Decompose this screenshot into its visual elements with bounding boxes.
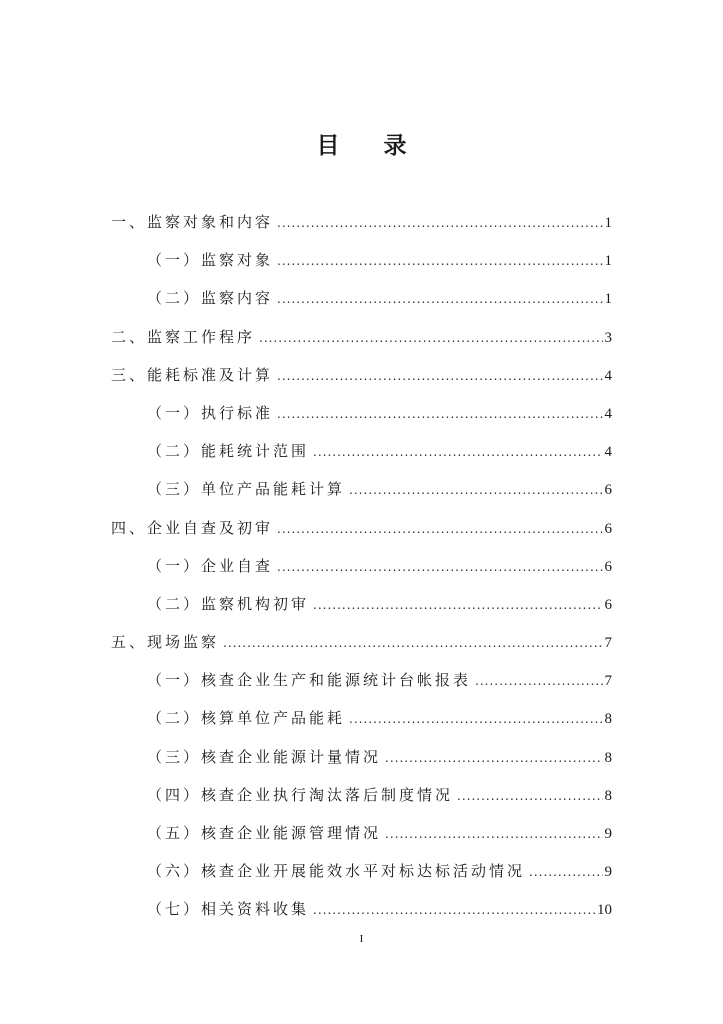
toc-entry-page: 8	[604, 749, 612, 766]
toc-entry[interactable]	[0, 432, 723, 470]
toc-leader-dots	[277, 395, 602, 433]
toc-leader-dots	[277, 280, 602, 318]
toc-entry[interactable]	[0, 699, 723, 737]
toc-entry-page: 6	[604, 596, 612, 613]
toc-entry-page: 3	[604, 329, 612, 346]
toc-entry[interactable]	[0, 890, 723, 928]
toc-entry[interactable]	[0, 852, 723, 890]
toc-leader-dots	[313, 586, 602, 624]
toc-entry[interactable]	[0, 776, 723, 814]
toc-leader-dots	[313, 891, 595, 929]
toc-entry-label: （二）能耗统计范围	[147, 442, 310, 461]
toc-entry-page: 4	[604, 405, 612, 422]
toc-entry-page: 4	[604, 444, 612, 461]
toc-entry-label: （二）监察内容	[147, 289, 274, 308]
toc-entry-page: 4	[604, 367, 612, 384]
toc-entry-label: 一、监察对象和内容	[111, 213, 274, 231]
toc-leader-dots	[277, 510, 602, 548]
page-number: I	[359, 933, 364, 945]
toc-entry-label: （七）相关资料收集	[147, 900, 310, 919]
toc-leader-dots	[277, 357, 602, 395]
toc-entry-page: 9	[604, 864, 612, 881]
toc-entry-page: 6	[604, 482, 612, 499]
toc-leader-dots	[529, 853, 602, 891]
toc-entry[interactable]	[0, 203, 723, 241]
toc-entry-label: 五、现场监察	[111, 633, 220, 652]
toc-leader-dots	[313, 433, 602, 471]
toc-entry-label: （一）执行标准	[147, 403, 274, 422]
toc-entry[interactable]	[0, 279, 723, 317]
toc-entry-page: 1	[604, 215, 612, 231]
toc-leader-dots	[385, 815, 602, 853]
toc-entry[interactable]	[0, 623, 723, 661]
toc-entry[interactable]	[0, 318, 723, 356]
toc-entry-label: （二）核算单位产品能耗	[147, 709, 346, 728]
toc-entry-label: （三）核查企业能源计量情况	[147, 747, 382, 766]
toc-entry[interactable]	[0, 394, 723, 432]
toc-entry[interactable]	[0, 585, 723, 623]
toc-entry[interactable]	[0, 547, 723, 585]
table-of-contents	[0, 203, 723, 929]
toc-entry-label: 四、企业自查及初审	[111, 518, 274, 537]
toc-leader-dots	[385, 739, 602, 777]
toc-leader-dots	[277, 204, 602, 242]
toc-entry-page: 10	[597, 902, 612, 919]
toc-entry-page: 7	[604, 635, 612, 652]
toc-entry-page: 1	[604, 253, 612, 270]
toc-entry-page: 1	[604, 291, 612, 308]
toc-entry-page: 6	[604, 520, 612, 537]
toc-entry[interactable]	[0, 509, 723, 547]
toc-leader-dots	[259, 319, 602, 357]
toc-entry-label: （四）核查企业执行淘汰落后制度情况	[147, 785, 454, 804]
toc-leader-dots	[457, 777, 602, 815]
toc-entry-page: 7	[604, 673, 612, 690]
toc-entry-page: 8	[604, 787, 612, 804]
toc-entry[interactable]	[0, 738, 723, 776]
toc-entry-label: 三、能耗标准及计算	[111, 365, 274, 384]
toc-leader-dots	[349, 471, 602, 509]
toc-entry[interactable]	[0, 814, 723, 852]
toc-entry-label: 二、监察工作程序	[111, 327, 256, 346]
toc-entry[interactable]	[0, 241, 723, 279]
toc-entry-label: （一）监察对象	[147, 251, 274, 270]
toc-leader-dots	[277, 242, 602, 280]
toc-leader-dots	[277, 548, 602, 586]
toc-entry-page: 8	[604, 711, 612, 728]
toc-entry-page: 9	[604, 826, 612, 842]
toc-entry-label: （一）企业自查	[147, 556, 274, 575]
page-title: 目 录	[316, 133, 425, 159]
toc-entry[interactable]	[0, 470, 723, 508]
toc-leader-dots	[349, 700, 602, 738]
toc-entry-label: （三）单位产品能耗计算	[147, 480, 346, 499]
toc-entry-page: 6	[604, 558, 612, 575]
toc-leader-dots	[223, 624, 602, 662]
toc-entry-label: （五）核查企业能源管理情况	[147, 824, 382, 842]
toc-entry-label: （六）核查企业开展能效水平对标达标活动情况	[147, 862, 526, 881]
toc-entry-label: （二）监察机构初审	[147, 594, 310, 613]
toc-entry[interactable]	[0, 661, 723, 699]
toc-leader-dots	[475, 662, 602, 700]
toc-entry-label: （一）核查企业生产和能源统计台帐报表	[147, 671, 472, 690]
toc-entry[interactable]	[0, 356, 723, 394]
